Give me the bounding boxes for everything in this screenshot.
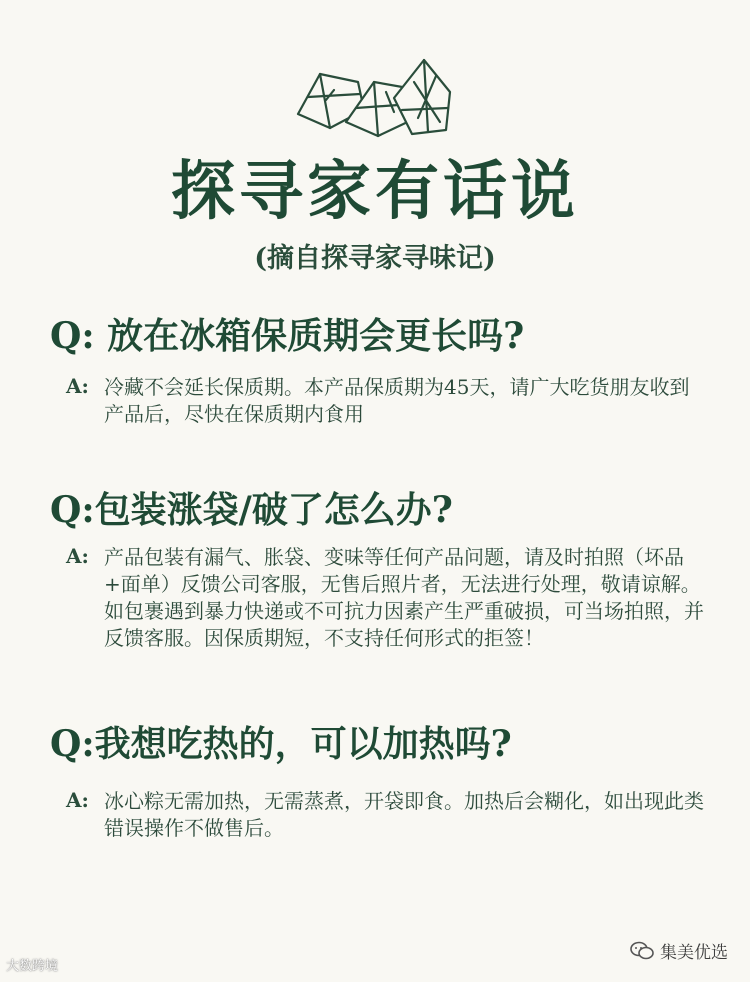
watermark-right-label: 集美优选	[660, 943, 728, 963]
faq-question-3: Q:我想吃热的，可以加热吗?	[50, 723, 512, 765]
watermark-right	[630, 938, 728, 963]
faq-question-2: Q:包装涨袋/破了怎么办?	[50, 489, 453, 531]
answer-text: 产品包装有漏气、胀袋、变味等任何产品问题，请及时拍照（坏品+面单）反馈公司客服，无售后照片者，无法进行处理，敬请谅解。如包裹遇到暴力快递或不可抗力因素产生严重破损，可当场拍照，并反馈客服。因保质期短，不支持任何形式的拒签！	[104, 545, 704, 650]
answer-text: 冰心粽无需加热，无需蒸煮，开袋即食。加热后会糊化，如出现此类错误操作不做售后。	[104, 789, 704, 840]
page-subtitle: (摘自探寻家寻味记)	[254, 243, 496, 274]
answer-mark: A:	[66, 544, 89, 568]
answer-mark: A:	[66, 374, 89, 398]
wechat-icon	[630, 941, 654, 961]
answer-text: 冷藏不会延长保质期。本产品保质期为45天，请广大吃货朋友收到产品后，尽快在保质期内食用	[104, 375, 690, 426]
page-title: 探寻家有话说	[171, 154, 579, 229]
answer-mark: A:	[66, 788, 89, 812]
zongzi-icon	[290, 52, 460, 142]
watermark-left: 大数跨境	[6, 959, 59, 974]
faq-question-1: Q: 放在冰箱保质期会更长吗?	[50, 315, 525, 357]
